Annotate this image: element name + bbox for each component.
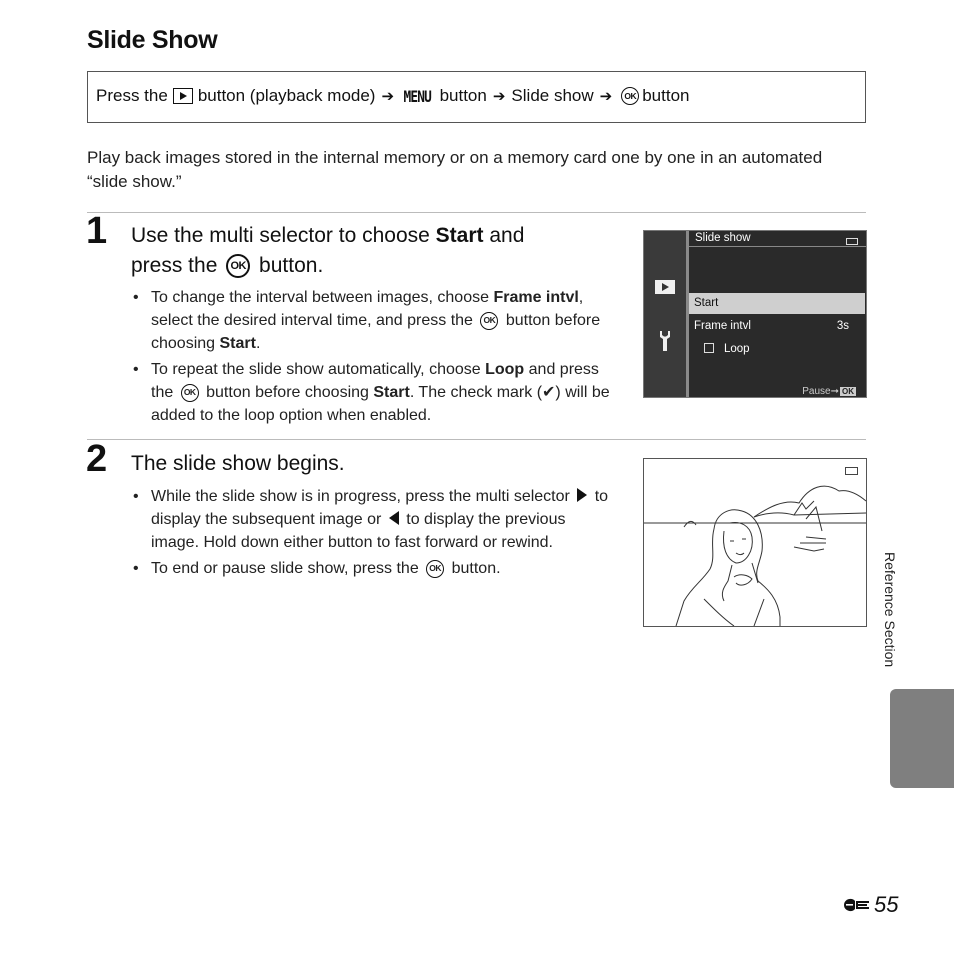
checkbox-icon: [704, 343, 714, 353]
menu-sidebar: [644, 231, 686, 397]
nav-ok-button: button: [642, 86, 690, 105]
step-1-heading-text: press the: [131, 254, 224, 277]
menu-divider: [686, 231, 689, 397]
side-section-label: [882, 552, 932, 702]
page-title: Slide Show: [87, 26, 218, 54]
menu-item-value: 3s: [836, 320, 849, 332]
loop-keyword: Loop: [485, 361, 525, 378]
step-1-heading-text: button.: [253, 254, 324, 277]
step-2-number: 2: [86, 438, 108, 480]
step-1-heading-text: and: [483, 224, 525, 247]
playback-icon: [173, 88, 193, 104]
bullet-text: button before choosing: [201, 384, 374, 401]
list-item: [131, 286, 616, 355]
list-item: [131, 358, 616, 427]
frame-intvl-keyword: Frame intvl: [493, 289, 579, 306]
arrow-right-icon: ➔: [599, 88, 613, 105]
menu-item-start[interactable]: [689, 293, 865, 314]
menu-item-frame-intvl[interactable]: [689, 316, 865, 337]
navigation-path: [96, 86, 689, 106]
step-2-heading: The slide show begins.: [131, 452, 345, 475]
bullet-text: .: [255, 335, 261, 352]
bullet-text: To repeat the slide show automatically, choose: [151, 361, 486, 378]
wrench-icon: [657, 330, 673, 352]
bullet-text: To change the interval between images, choose: [151, 289, 494, 306]
menu-item-loop[interactable]: [689, 339, 865, 360]
slideshow-illustration: [644, 459, 866, 626]
multi-selector-right-icon: [577, 488, 587, 502]
arrow-right-icon: ➞: [830, 386, 839, 397]
nav-slide-show: Slide show: [511, 86, 594, 105]
arrow-right-icon: ➔: [381, 88, 395, 105]
bullet-text: button.: [447, 560, 501, 577]
list-item: [131, 485, 611, 554]
menu-item-label: Frame intvl: [694, 320, 751, 332]
playback-icon: [655, 280, 675, 294]
side-label-text: Reference Section: [882, 552, 898, 668]
bullet-text: ) will be added to the loop option when enabled.: [151, 384, 610, 424]
bullet-text: To end or pause slide show, press the: [151, 560, 424, 577]
bullet-text: button before choosing: [151, 312, 601, 352]
arrow-right-icon: ➔: [492, 88, 506, 105]
ok-icon: OK: [226, 254, 250, 278]
bullet-text: to display the previous image. Hold down either button to fast forward or rewind.: [151, 511, 566, 551]
step-1-number: 1: [86, 210, 108, 252]
nav-playback-mode: button (playback mode): [197, 86, 376, 105]
multi-selector-left-icon: [389, 511, 399, 525]
bullet-text: While the slide show is in progress, press the multi selector: [151, 488, 575, 505]
ok-icon: OK: [621, 87, 639, 105]
start-keyword: Start: [373, 384, 410, 401]
menu-header: Slide show: [695, 232, 751, 244]
section-tab: [890, 689, 954, 788]
ok-icon: OK: [480, 312, 498, 330]
header-rule: [689, 246, 867, 247]
page-number: [842, 892, 898, 918]
start-keyword: Start: [435, 224, 484, 247]
footer-text: Pause: [802, 386, 831, 397]
e-page-icon: [842, 896, 870, 914]
step-1-heading-text: Use the multi selector to choose: [131, 224, 436, 247]
step-1-heading: [131, 221, 611, 281]
slideshow-image-screen: [643, 458, 867, 627]
section-divider: [87, 439, 866, 440]
ok-icon: OK: [426, 560, 444, 578]
bullet-text: , select the desired interval time, and press the: [151, 289, 584, 329]
section-divider: [87, 212, 866, 213]
check-icon: ✔: [542, 384, 556, 401]
bullet-text: and press the: [151, 361, 599, 401]
nav-menu-button: button: [439, 86, 487, 105]
menu-footer: [802, 386, 856, 397]
start-keyword: Start: [219, 335, 256, 352]
menu-item-label: Loop: [724, 343, 750, 355]
ok-icon: OK: [181, 384, 199, 402]
navigation-path-box: [87, 71, 866, 123]
menu-item-label: Start: [694, 297, 719, 309]
ok-icon: OK: [842, 387, 854, 396]
intro-paragraph: Play back images stored in the internal memory or on a memory card one by one in an automated “slide show.”: [87, 148, 823, 191]
list-item: [131, 557, 611, 580]
battery-icon: [846, 238, 858, 245]
camera-menu-screen: [643, 230, 867, 398]
page-number-text: 55: [874, 892, 899, 917]
bullet-text: to display the subsequent image or: [151, 488, 609, 528]
step-1-bullets: [131, 286, 616, 430]
nav-press-the: Press the: [96, 86, 168, 105]
menu-icon: MENU: [403, 86, 432, 106]
bullet-text: . The check mark (: [409, 384, 543, 401]
step-2-bullets: [131, 485, 611, 583]
